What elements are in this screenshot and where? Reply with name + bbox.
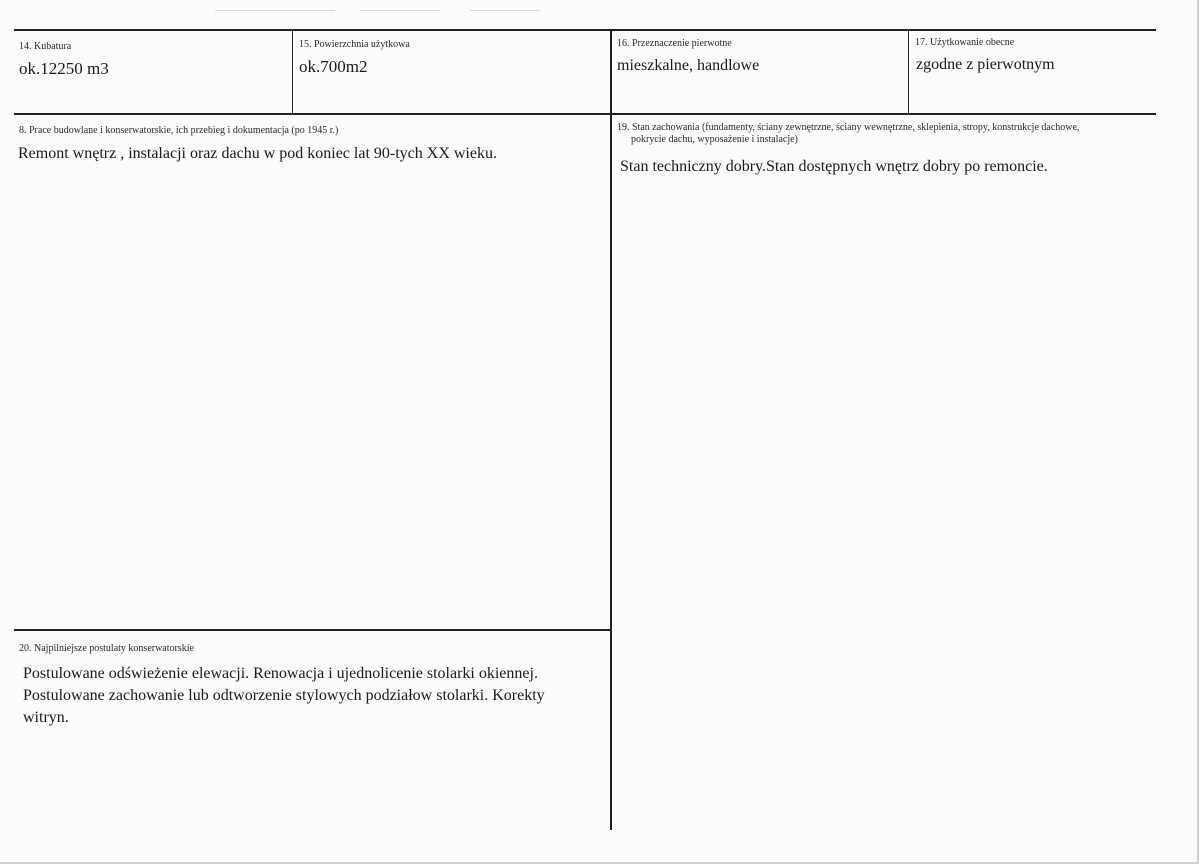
field-17-value: zgodne z pierwotnym	[916, 56, 1055, 73]
field-8-value: Remont wnętrz , instalacji oraz dachu w pod koniec lat 90-tych XX wieku.	[18, 145, 497, 162]
scan-artifact	[360, 10, 440, 11]
field-20-label: 20. Najpilniejsze postulaty konserwatorskie	[19, 643, 194, 654]
field-19-label-line-2: pokrycie dachu, wyposażenie i instalacje)	[631, 134, 798, 145]
field-19-label	[617, 122, 1079, 146]
field-14-label: 14. Kubatura	[19, 41, 72, 52]
field-16-value: mieszkalne, handlowe	[617, 57, 760, 74]
center-divider	[610, 30, 612, 830]
section-20-top-rule	[14, 629, 612, 631]
field-20-line: Postulowane zachowanie lub odtworzenie stylowych podziałow stolarki. Korekty	[23, 687, 545, 704]
field-20-value	[23, 663, 545, 729]
field-16-label: 16. Przeznaczenie pierwotne	[617, 38, 732, 49]
scan-artifact	[470, 10, 540, 11]
field-20-line: Postulowane odświeżenie elewacji. Renowacja i ujednolicenie stolarki okiennej.	[23, 665, 538, 682]
field-20-line: witryn.	[23, 709, 69, 726]
field-19-value: Stan techniczny dobry.Stan dostępnych wnętrz dobry po remoncie.	[620, 158, 1048, 175]
field-14-value: ok.12250 m3	[19, 59, 109, 78]
top-rule	[14, 29, 1156, 31]
header-row-bottom-rule	[14, 113, 1156, 115]
field-19-label-line-1: 19. Stan zachowania (fundamenty, ściany zewnętrzne, ściany wewnętrzne, sklepienia, stropy, konstrukcje dachowe,	[617, 122, 1080, 133]
field-15-value: ok.700m2	[299, 57, 368, 76]
field-15-label: 15. Powierzchnia użytkowa	[299, 39, 410, 50]
divider-14-15	[292, 30, 293, 114]
field-17-label: 17. Użytkowanie obecne	[915, 37, 1015, 48]
divider-16-17	[908, 30, 909, 114]
scan-artifact	[215, 10, 335, 11]
field-8-label: 8. Prace budowlane i konserwatorskie, ich przebieg i dokumentacja (po 1945 r.)	[19, 125, 339, 136]
